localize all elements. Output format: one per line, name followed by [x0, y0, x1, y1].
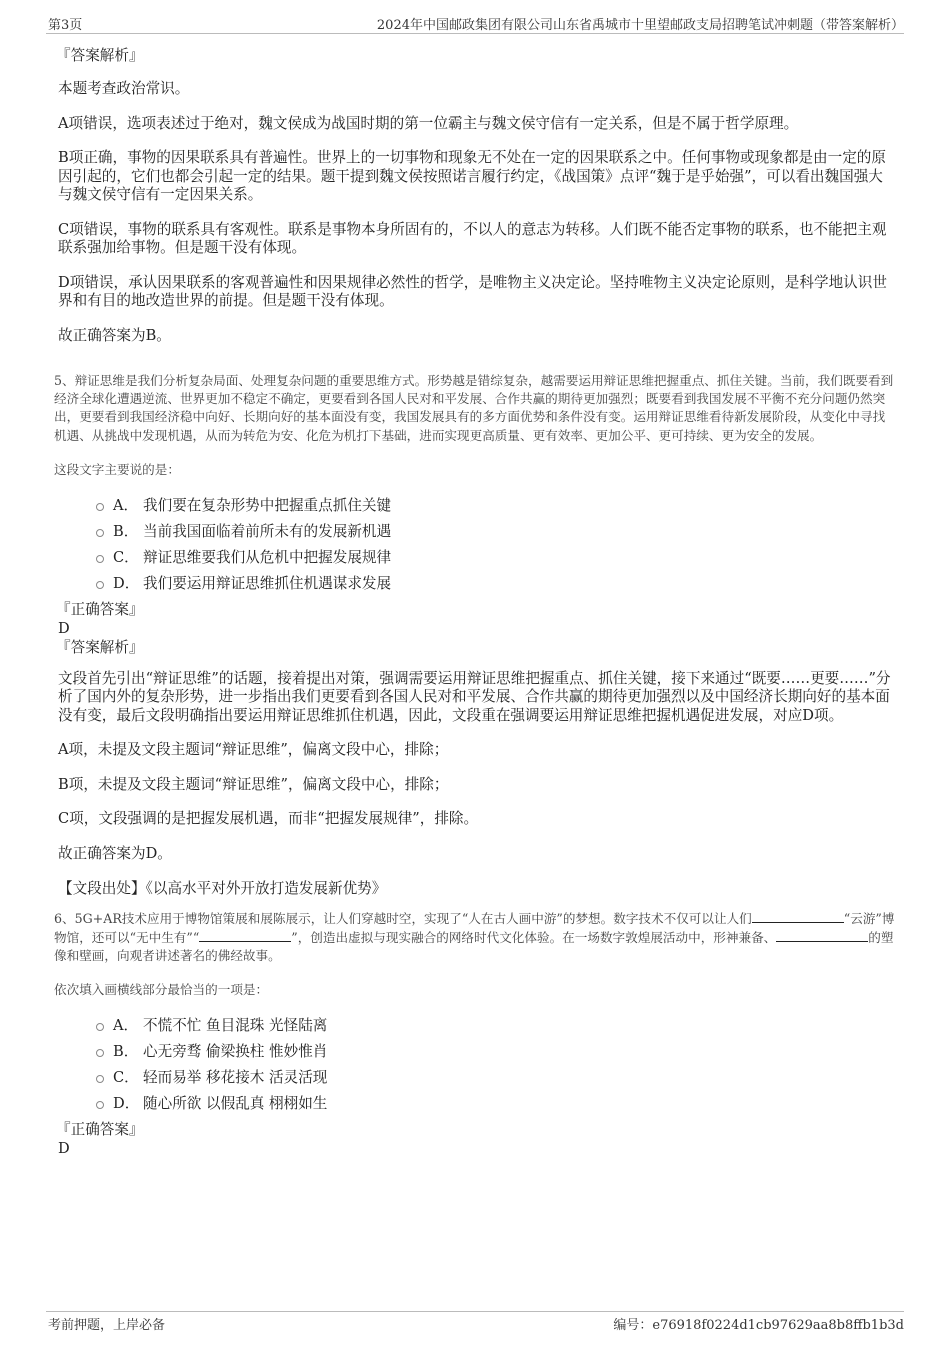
option-text: 心无旁骛 偷梁换柱 惟妙惟肖 — [143, 1043, 328, 1061]
option-text: 我们要在复杂形势中把握重点抓住关键 — [143, 497, 392, 515]
q4-conclusion: 故正确答案为B。 — [58, 326, 171, 344]
radio-icon[interactable] — [96, 1049, 104, 1057]
q6-options — [54, 1012, 897, 1116]
q5-option-d[interactable] — [96, 570, 897, 596]
fill-blank-2 — [199, 929, 291, 942]
q4-analysis-b: B项正确，事物的因果联系具有普遍性。世界上的一切事物和现象无不处在一定的因果联系之中。任何事物或现象都是由一定的原因引起的，它们也都会引起一定的结果。题干提到魏文侯按照诺言履行约定，《战国策》点评“魏于是乎始强”，可以看出魏国强大与魏文侯守信有一定因果关系。 — [58, 149, 886, 203]
q6-answer-label: 『正确答案』 — [56, 1120, 144, 1138]
q4-analysis-d: D项错误，承认因果联系的客观普遍性和因果规律必然性的哲学，是唯物主义决定论。坚持唯物主义决定论原则，是科学地认识世界和有目的地改造世界的前提。但是题干没有体现。 — [58, 273, 887, 309]
q6-option-b[interactable] — [96, 1038, 897, 1064]
option-letter: B． — [113, 523, 139, 541]
option-text: 当前我国面临着前所未有的发展新机遇 — [143, 523, 392, 541]
q6-text-part: “云游”博物馆，还可以“无中生有”“ — [54, 911, 895, 945]
q5-analysis-b: B项，未提及文段主题词“辩证思维”，偏离文段中心，排除； — [58, 775, 449, 793]
q4-analysis-a: A项错误，选项表述过于绝对，魏文侯成为战国时期的第一位霸主与魏文侯守信有一定关系，但是不属于哲学原理。 — [58, 114, 799, 132]
option-text: 我们要运用辩证思维抓住机遇谋求发展 — [143, 575, 392, 593]
option-letter: D． — [113, 575, 140, 593]
fill-blank-3 — [776, 929, 868, 942]
q5-conclusion: 故正确答案为D。 — [58, 844, 172, 862]
option-letter: C． — [113, 549, 139, 567]
q5-analysis-main: 文段首先引出“辩证思维”的话题，接着提出对策，强调需要运用辩证思维把握重点、抓住关键，接下来通过“既要……更要……”分析了国内外的复杂形势，进一步指出我们更要看到各国人民对和平发展、合作共赢的期待更加强烈以及中国经济长期向好的基本面没有变，最后文段明确指出要运用辩证思维抓住机遇，因此，文段重在强调要运用辩证思维把握机遇促进发展，对应D项。 — [58, 669, 891, 724]
radio-icon[interactable] — [96, 1023, 104, 1031]
q6-question-text — [54, 910, 897, 965]
q6-text-part: 的塑像和壁画，向观者讲述著名的佛经故事。 — [54, 929, 894, 963]
q5-analysis-c: C项，文段强调的是把握发展机遇，而非“把握发展规律”，排除。 — [58, 810, 479, 828]
q5-analysis-a: A项，未提及文段主题词“辩证思维”，偏离文段中心，排除； — [58, 741, 449, 759]
document-title: 2024年中国邮政集团有限公司山东省禹城市十里望邮政支局招聘笔试冲刺题（带答案解析） — [376, 18, 904, 33]
code-label: 编号： — [613, 1318, 653, 1333]
option-letter: A． — [113, 497, 139, 515]
option-letter: B． — [113, 1043, 139, 1061]
q4-analysis-c: C项错误，事物的联系具有客观性。联系是事物本身所固有的，不以人的意志为转移。人们既不能否定事物的联系，也不能把主观联系强加给事物。但是题干没有体现。 — [58, 220, 887, 256]
q5-answer: D — [58, 619, 70, 637]
q6-option-c[interactable] — [96, 1064, 897, 1090]
option-letter: D． — [113, 1095, 140, 1113]
option-letter: A． — [113, 1017, 139, 1035]
q5-options — [54, 492, 897, 596]
q6-text-part: 6、5G+AR技术应用于博物馆策展和展陈展示，让人们穿越时空，实现了“人在古人画中游”的梦想。数字技术不仅可以让人们 — [54, 911, 752, 927]
document-code — [613, 1314, 904, 1333]
q6-option-a[interactable] — [96, 1012, 897, 1038]
option-letter: C． — [113, 1069, 139, 1087]
q4-analysis-intro: 本题考查政治常识。 — [58, 80, 190, 97]
radio-icon[interactable] — [96, 1101, 104, 1109]
radio-icon[interactable] — [96, 529, 104, 537]
q6-text-part: ”，创造出虚拟与现实融合的网络时代文化体验。在一场数字敦煌展活动中，形神兼备、 — [291, 929, 777, 945]
option-text: 轻而易举 移花接木 活灵活现 — [143, 1069, 328, 1087]
document-body — [54, 44, 897, 1158]
q5-question-text: 5、辩证思维是我们分析复杂局面、处理复杂问题的重要思维方式。形势越是错综复杂，越需要运用辩证思维把握重点、抓住关键。当前，我们既要看到经济全球化遭遇逆流、世界更加不稳定不确定，更要看到各国人民对和平发展、合作共赢的期待更加强烈；既要看到我国发展不平衡不充分问题仍然突出，更要看到我国经济稳中向好、长期向好的基本面没有变，我国发展具有的多方面优势和条件没有变。运用辩证思维看待新发展阶段，从变化中寻找机遇、从挑战中发现机遇，从而为转危为安、化危为机打下基础，进而实现更高质量、更有效率、更加公平、更可持续、更为安全的发展。 — [54, 373, 894, 443]
option-text: 辩证思维要我们从危机中把握发展规律 — [143, 549, 392, 567]
q5-source: 【文段出处】《以高水平对外开放打造发展新优势》 — [58, 880, 387, 898]
q5-option-a[interactable] — [96, 492, 897, 518]
code-value: e76918f0224d1cb97629aa8b8ffb1b3d — [652, 1318, 904, 1333]
q6-answer: D — [58, 1139, 70, 1157]
page-number: 第3页 — [48, 18, 83, 33]
radio-icon[interactable] — [96, 1075, 104, 1083]
q6-prompt: 依次填入画横线部分最恰当的一项是： — [54, 981, 269, 997]
q5-option-c[interactable] — [96, 544, 897, 570]
footer-divider — [46, 1311, 904, 1312]
fill-blank-1 — [752, 910, 844, 923]
option-text: 随心所欲 以假乱真 栩栩如生 — [143, 1095, 328, 1113]
q5-prompt: 这段文字主要说的是： — [54, 461, 180, 477]
q5-option-b[interactable] — [96, 518, 897, 544]
q6-option-d[interactable] — [96, 1090, 897, 1116]
radio-icon[interactable] — [96, 503, 104, 511]
q5-analysis-label: 『答案解析』 — [56, 638, 144, 656]
q4-analysis-label: 『答案解析』 — [56, 47, 144, 64]
footer-slogan: 考前押题，上岸必备 — [48, 1318, 166, 1333]
radio-icon[interactable] — [96, 581, 104, 589]
header-divider — [46, 33, 904, 34]
option-text: 不慌不忙 鱼目混珠 光怪陆离 — [143, 1017, 328, 1035]
q5-answer-label: 『正确答案』 — [56, 600, 144, 618]
radio-icon[interactable] — [96, 555, 104, 563]
